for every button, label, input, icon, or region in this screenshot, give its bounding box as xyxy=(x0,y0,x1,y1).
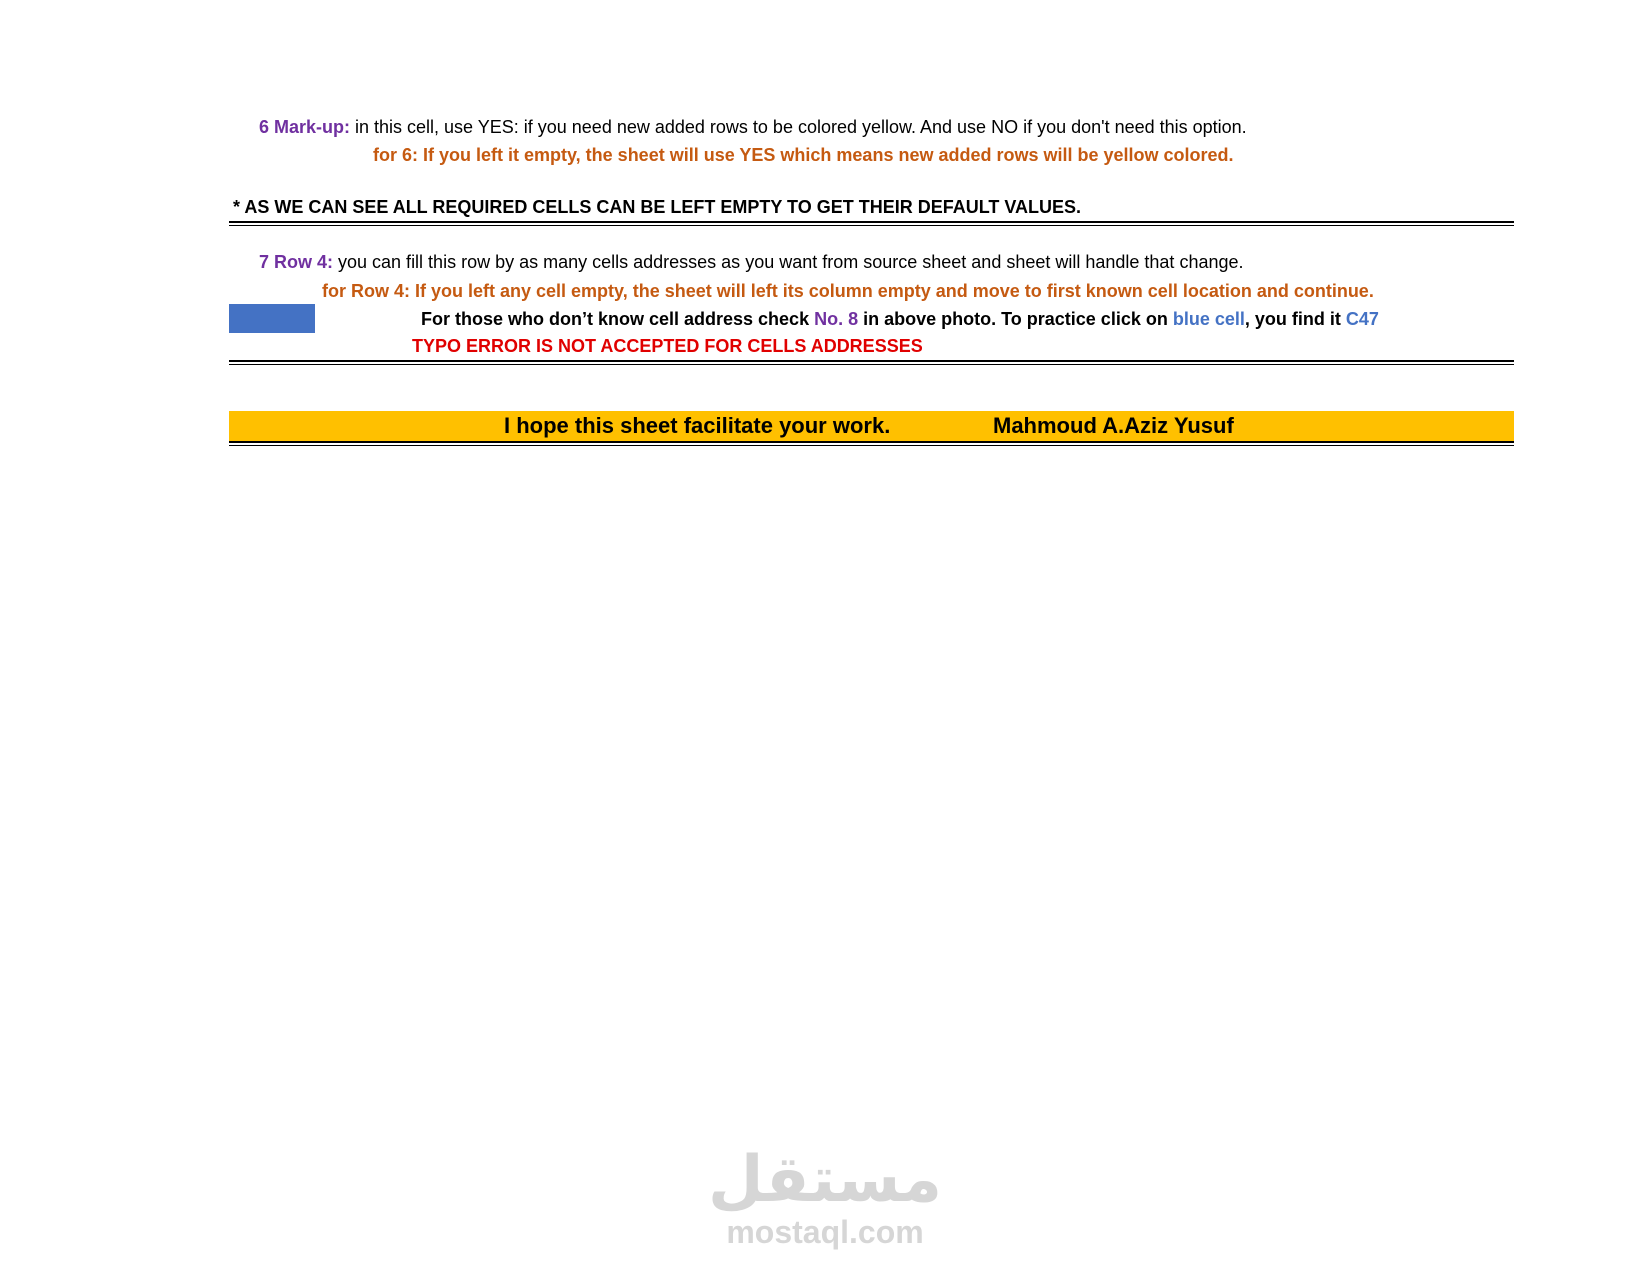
footer-message: I hope this sheet facilitate your work. xyxy=(504,413,891,438)
help-mid: in above photo. To practice click on xyxy=(858,309,1173,329)
section6-label: 6 Mark-up: xyxy=(259,117,351,137)
section6-note: for 6: If you left it empty, the sheet will use YES which means new added rows will be yellow colored. xyxy=(373,145,1234,165)
section7-note: for Row 4: If you left any cell empty, the sheet will left its column empty and move to first known cell location and continue. xyxy=(322,281,1374,301)
divider-2 xyxy=(229,360,1514,365)
section6-line xyxy=(259,116,1247,138)
help-line xyxy=(421,308,1379,330)
help-prefix: For those who don’t know cell address check xyxy=(421,309,815,329)
help-cell-ref: C47 xyxy=(1345,309,1379,329)
watermark-arabic: مستقل xyxy=(707,1143,943,1217)
help-blue-cell-text: blue cell xyxy=(1172,309,1245,329)
help-mid2: , you find it xyxy=(1244,309,1346,329)
section7-label: 7 Row 4: xyxy=(259,252,334,272)
section6-text: in this cell, use YES: if you need new added rows to be colored yellow. And use NO if you don't need this option. xyxy=(350,117,1247,137)
typo-warning: TYPO ERROR IS NOT ACCEPTED FOR CELLS ADDRESSES xyxy=(412,336,923,356)
divider-3 xyxy=(229,441,1514,446)
footer-banner xyxy=(229,411,1514,441)
blue-cell[interactable] xyxy=(229,304,315,333)
watermark-latin: mostaql.com xyxy=(726,1214,924,1250)
section7-line xyxy=(259,251,1244,273)
section7-text: you can fill this row by as many cells addresses as you want from source sheet and sheet will handle that change. xyxy=(333,252,1244,272)
footer-author: Mahmoud A.Aziz Yusuf xyxy=(993,413,1234,438)
summary-line: * AS WE CAN SEE ALL REQUIRED CELLS CAN BE LEFT EMPTY TO GET THEIR DEFAULT VALUES. xyxy=(233,197,1082,217)
help-no: No. 8 xyxy=(814,309,859,329)
divider-1 xyxy=(229,221,1514,226)
